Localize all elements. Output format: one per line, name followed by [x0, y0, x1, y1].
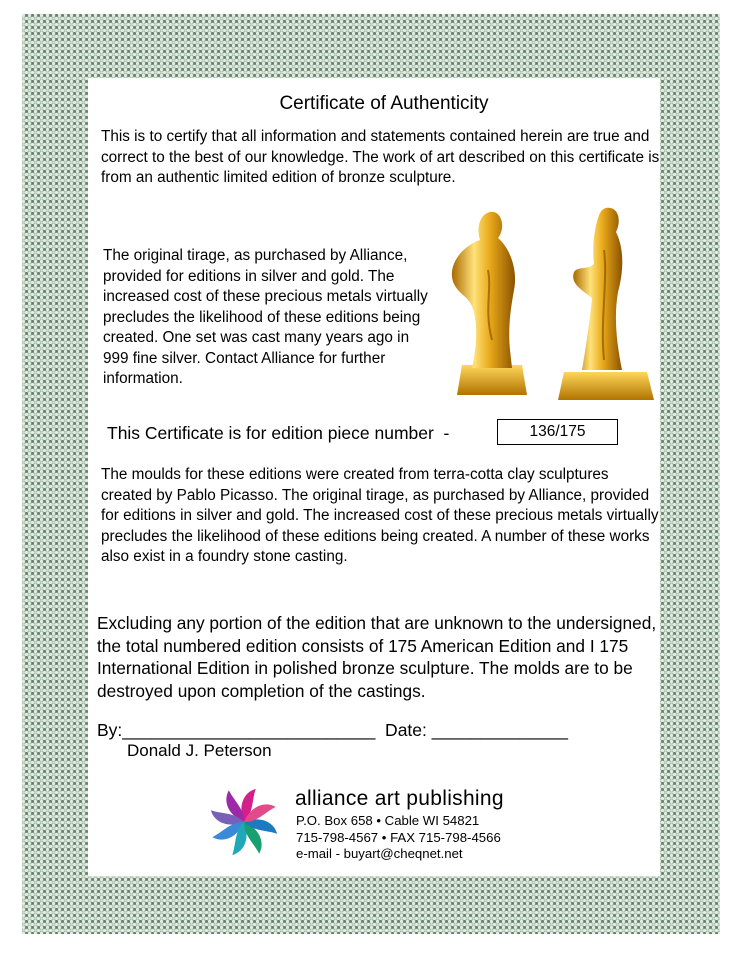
gold-sculptures-image: [432, 200, 658, 405]
intro-paragraph: This is to certify that all information and statements contained herein are true and correct to the best of our knowledge. The work of art described on this certificate is from an authentic limited edition of bronze sculpture.: [101, 128, 660, 186]
publisher-phone: 715-798-4567 • FAX 715-798-4566: [296, 829, 501, 845]
signature-date-line: By:__________________________ Date: ______________: [97, 720, 569, 740]
edition-number-box: 136/175: [497, 419, 618, 445]
publisher-name: alliance art publishing: [295, 787, 504, 810]
publisher-contact: [296, 813, 501, 863]
right-sculpture: [558, 208, 654, 400]
left-sculpture: [452, 212, 527, 395]
edition-label: This Certificate is for edition piece number -: [107, 423, 450, 443]
certificate-title: Certificate of Authenticity: [279, 93, 489, 114]
pinwheel-logo-icon: [205, 783, 283, 861]
moulds-paragraph: The moulds for these editions were created from terra-cotta clay sculptures created by Pablo Picasso. The original tirage, as purchased by Alliance, provided for editions in silver and gold. The increased cost of these precious metals virtually precludes the likelihood of these editions being created. A number of these works also exist in a foundry stone casting.: [101, 466, 659, 565]
publisher-email: e-mail - buyart@cheqnet.net: [296, 846, 463, 861]
publisher-address: P.O. Box 658 • Cable WI 54821: [296, 813, 480, 828]
edition-statement-paragraph: Excluding any portion of the edition that are unknown to the undersigned, the total numbered edition consists of 175 American Edition and I 175 International Edition in polished bronze sculpture. The molds are to be destroyed upon completion of the castings.: [97, 613, 657, 701]
original-tirage-paragraph: The original tirage, as purchased by Alliance, provided for editions in silver and gold. The increased cost of these precious metals virtually precludes the likelihood of these editions being created. One set was cast many years ago in 999 fine silver. Contact Alliance for further information.: [103, 247, 428, 387]
signer-name: Donald J. Peterson: [127, 741, 272, 760]
